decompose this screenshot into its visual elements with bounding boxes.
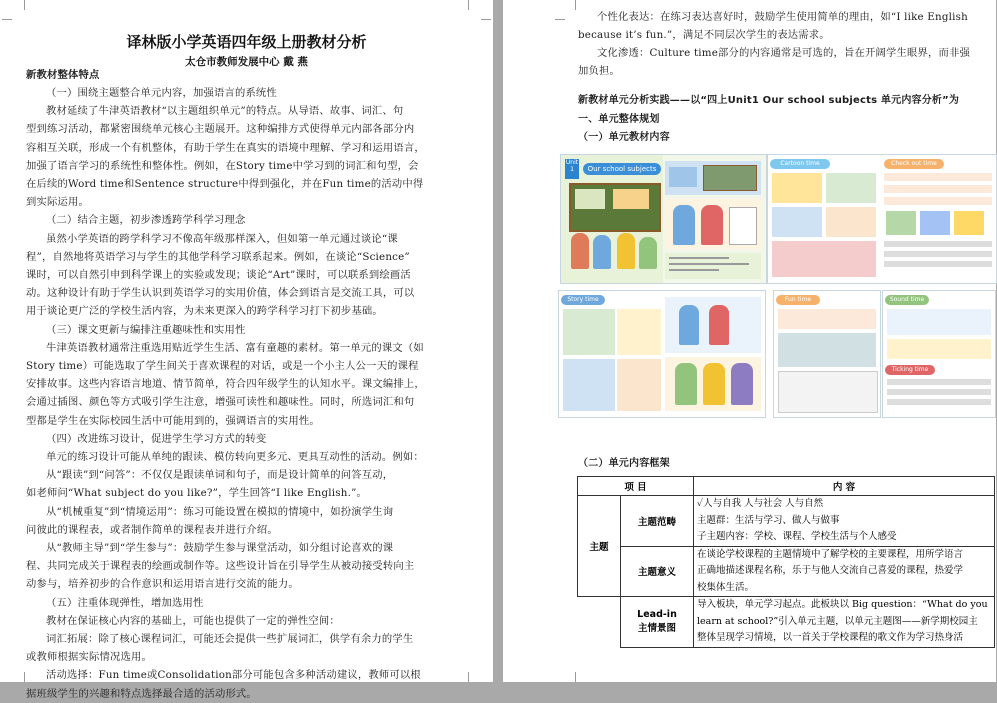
textbook-spread-3 <box>558 290 766 418</box>
body-line: 文化渗透：Culture time部分的内容通常是可选的，旨在开阔学生眼界，而非强 <box>597 47 970 59</box>
textbook-spread-1 <box>560 154 767 284</box>
table-row-label: 主题范畴 <box>621 496 694 547</box>
crop-mark <box>565 672 576 682</box>
lead-in-label: Lead-in <box>637 609 677 621</box>
body-line: 容相互关联，形成一个有机整体，有助于学生在真实的语境中理解、学习和运用语言， <box>26 141 425 154</box>
scene-label: 主情景图 <box>637 623 676 635</box>
plan-heading: 一、单元整体规划 <box>578 114 660 125</box>
crop-mark <box>555 9 565 20</box>
body-line: 型到练习活动，都紧密围绕单元核心主题展开。这种编排方式使得单元内部各部分内 <box>26 123 415 136</box>
textbook-page-4 <box>773 290 881 418</box>
table-cell <box>694 496 995 547</box>
cell-line: 主题群：生活与学习、做人与做事 <box>697 514 840 526</box>
body-line: 程、共同完成关于课程表的绘画或制作等。这些设计旨在引导学生从被动接受转向主 <box>26 560 415 573</box>
materials-heading: （一）单元教材内容 <box>578 132 670 143</box>
body-line: 教材延续了牛津英语教材“以主题组织单元”的特点。从导语、故事、词汇、句 <box>46 105 404 118</box>
body-line: 牛津英语教材通常注重选用贴近学生生活、富有童趣的素材。第一单元的课文（如 <box>46 341 424 354</box>
body-line: 词汇拓展：除了核心课程词汇，可能还会提供一些扩展词汇，供学有余力的学生 <box>46 633 414 645</box>
body-line: 会通过插图、颜色等方式吸引学生注意，增强可读性和趣味性。同时，所选词汇和句 <box>26 396 415 409</box>
body-line: 虽然小学英语的跨学科学习不像高年级那样深入，但如第一单元通过谈论“课 <box>46 232 398 245</box>
crop-mark <box>468 672 479 682</box>
body-line: 教材在保证核心内容的基础上，可能也提供了一定的弹性空间： <box>46 614 340 627</box>
body-line: 安排故事。这些内容语言地道、情节简单，符合四年级学生的认知水平。课文编排上， <box>26 378 425 391</box>
body-line: 加强了语言学习的系统性和整体性。例如，在Story time中学习到的词汇和句型，会 <box>26 159 419 172</box>
body-line: 单元的练习设计可能从单纯的跟读、模仿转向更多元、更具互动性的活动。例如： <box>46 451 424 463</box>
cell-line: 在谈论学校课程的主题情境中了解学校的主要课程，用所学语言 <box>697 548 964 560</box>
subsection-heading: （四）改进练习设计，促进学生学习方式的转变 <box>46 432 267 445</box>
textbook-page-5 <box>882 290 996 418</box>
body-line: 从“机械重复”到“情境运用”：练习可能设置在模拟的情境中，如扮演学生询 <box>46 505 394 518</box>
body-line: 据班级学生的兴趣和特点选择最合适的活动形式。 <box>26 687 257 700</box>
document-title: 译林版小学英语四年级上册教材分析 <box>126 33 367 51</box>
cell-line: ✓人与自我 人与社会 人与自然 <box>697 498 824 509</box>
table-header-content: 内 容 <box>694 477 995 496</box>
story-time-label: Story time <box>561 295 605 305</box>
body-line: 在后续的Word time和Sentence structure中得到强化，并在Fun time的活动中得 <box>26 178 424 190</box>
crop-mark <box>481 9 491 20</box>
body-line: 课时，可以自然引申到科学课上的实验或发现；谈论“Art”课时，可以联系到绘画活 <box>26 269 411 281</box>
body-line: 用于谈论更广泛的学校生活内容，为未来更深入的跨学科学习打下初步基础。 <box>26 305 383 318</box>
table-row-label: 主题意义 <box>621 546 694 597</box>
table-group-label: 主题 <box>578 496 621 597</box>
body-line: 个性化表达：在练习表达喜好时，鼓励学生使用简单的理由，如“I like English <box>597 11 968 23</box>
fun-time-label: Fun time <box>776 295 820 305</box>
sound-time-label: Sound time <box>885 295 929 305</box>
framework-heading: （二）单元内容框架 <box>578 458 670 469</box>
check-out-time-label: Check out time <box>884 159 944 169</box>
author-line: 太仓市教师发展中心 戴 燕 <box>185 56 308 68</box>
cell-line: 子主题内容：学校、课程、学校生活与个人感受 <box>697 531 897 542</box>
body-line: 动参与，培养初步的合作意识和运用语言进行交流的能力。 <box>26 578 299 591</box>
practice-heading: 新教材单元分析实践——以“四上Unit1 Our school subjects 单元内容分析”为 <box>578 95 960 106</box>
body-line: 问彼此的课程表，或者制作简单的课程表并进行介绍。 <box>26 523 278 536</box>
subsection-heading: （三）课文更新与编排注重趣味性和实用性 <box>46 323 246 336</box>
body-line: 型都是学生在实际校园生活中可能用到的，强调语言的实用性。 <box>26 414 320 427</box>
body-line: 从“教师主导”到“学生参与”：鼓励学生参与课堂活动，如分组讨论喜欢的课 <box>46 542 394 554</box>
table-cell <box>694 597 995 648</box>
body-line: 加负担。 <box>578 65 620 77</box>
body-line: 或教师根据实际情况选用。 <box>26 651 152 664</box>
body-line: 从“跟读”到“问答”：不仅仅是跟读单词和句子，而是设计简单的问答互动， <box>46 469 394 482</box>
body-line: 到实际运用。 <box>26 196 89 209</box>
unit-badge: Unit 1 <box>565 159 579 179</box>
crop-mark <box>565 0 576 10</box>
subsection-heading: （五）注重体现弹性，增加选用性 <box>46 596 204 609</box>
unit-content-table <box>577 476 995 648</box>
unit-title: Our school subjects <box>583 163 661 175</box>
crop-mark <box>468 0 479 10</box>
body-line: 程”，自然地将英语学习与学生的其他学科学习联系起来。例如，在谈论“Science” <box>26 250 410 263</box>
body-line: 动。这种设计有助于学生认识到英语学习的实用价值，体会到语言是交流工具，可以 <box>26 287 415 300</box>
cartoon-time-label: Cartoon time <box>770 159 830 169</box>
table-row-label <box>621 597 694 648</box>
crop-mark <box>14 0 25 10</box>
section-heading: 新教材整体特点 <box>26 69 100 81</box>
table-header-item: 项 目 <box>578 477 694 496</box>
textbook-spread-2 <box>767 154 997 284</box>
cell-line: 校集体生活。 <box>697 581 755 593</box>
body-line: because it’s fun.”，满足不同层次学生的表达需求。 <box>578 29 830 41</box>
subsection-heading: （一）围绕主题整合单元内容，加强语言的系统性 <box>46 87 277 99</box>
table-cell <box>694 546 995 597</box>
crop-mark <box>14 672 25 682</box>
subsection-heading: （二）结合主题，初步渗透跨学科学习理念 <box>46 214 246 227</box>
cell-line: 整体呈现学习情境，以一首关于学校课程的歌文作为学习热身活 <box>697 632 964 643</box>
cell-line: 导入板块，单元学习起点。此板块以 Big question：“What do you <box>697 599 988 610</box>
ticking-time-label: Ticking time <box>885 365 935 375</box>
body-line: Story time）可能选取了学生间关于喜欢课程的对话，或是一个小主人公一天的课程 <box>26 360 419 372</box>
body-line: 如老师问“What subject do you like?”，学生回答“I like English.”。 <box>26 487 368 500</box>
document-page-left <box>0 0 493 700</box>
cell-line: 正确地描述课程名称，乐于与他人交流自己喜爱的课程，热爱学 <box>697 565 964 576</box>
cell-line: learn at school?”引入单元主题，以单元主题图——新学期校园主 <box>697 615 978 627</box>
crop-mark <box>2 9 12 20</box>
body-line: 活动选择：Fun time或Consolidation部分可能包含多种活动建议，教师可以根 <box>46 669 421 682</box>
